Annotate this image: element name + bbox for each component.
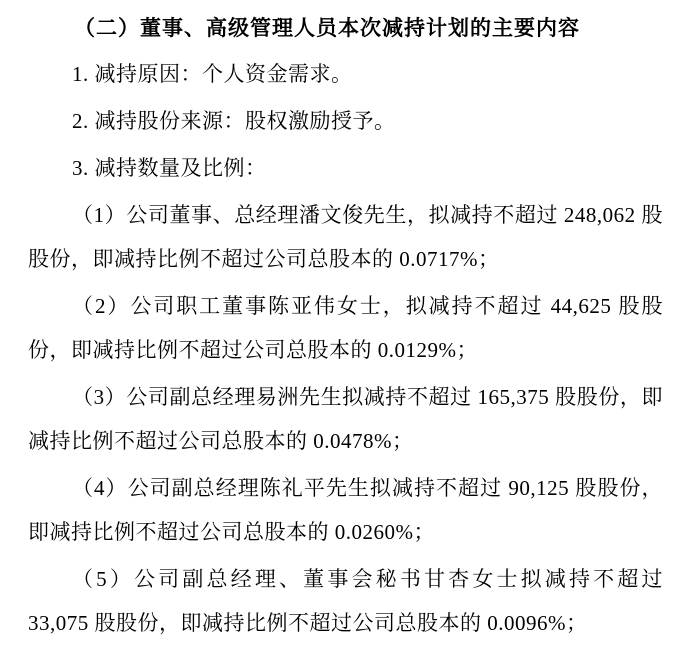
paragraph-holder-5: （5）公司副总经理、董事会秘书甘杏女士拟减持不超过 33,075 股股份，即减持比例不超过公司总股本的 0.0096%； <box>28 567 663 635</box>
paragraph-holder-1: （1）公司董事、总经理潘文俊先生，拟减持不超过 248,062 股股份，即减持比例不超过公司总股本的 0.0717%； <box>28 203 663 271</box>
section-heading: （二）董事、高级管理人员本次减持计划的主要内容 <box>74 16 580 40</box>
paragraph-reduction-reason: 1. 减持原因：个人资金需求。 <box>72 62 353 86</box>
paragraph-holder-4: （4）公司副总经理陈礼平先生拟减持不超过 90,125 股股份，即减持比例不超过公司总股本的 0.0260%； <box>28 476 663 544</box>
paragraph-quantity-ratio-heading: 3. 减持数量及比例： <box>72 156 267 180</box>
paragraph-share-source: 2. 减持股份来源：股权激励授予。 <box>72 109 396 133</box>
paragraph-holder-2: （2）公司职工董事陈亚伟女士，拟减持不超过 44,625 股股份，即减持比例不超过公司总股本的 0.0129%； <box>28 294 663 362</box>
paragraph-holder-3: （3）公司副总经理易洲先生拟减持不超过 165,375 股股份，即减持比例不超过公司总股本的 0.0478%； <box>28 385 663 453</box>
